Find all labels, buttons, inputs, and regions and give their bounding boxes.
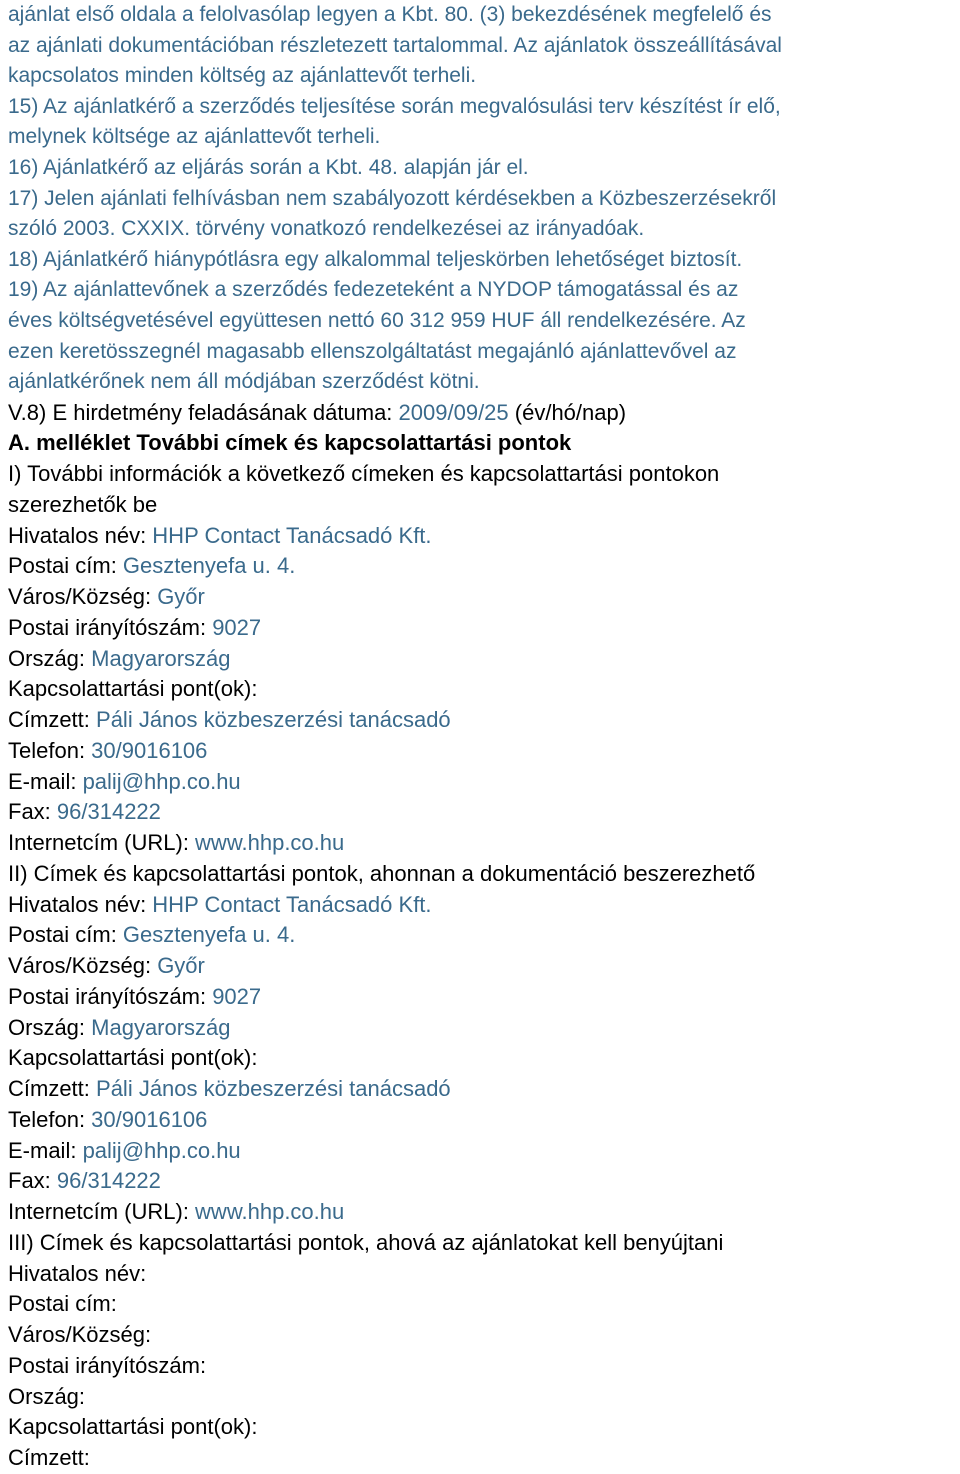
field-label: Kapcsolattartási pont(ok): [8, 676, 258, 702]
field-value: Győr [157, 953, 205, 979]
text-line: 19) Az ajánlattevőnek a szerződés fedezeteként a NYDOP támogatással és az [8, 278, 739, 302]
field-label: Címzett: [8, 707, 97, 733]
text-line: ajánlat első oldala a felolvasólap legyen a Kbt. 80. (3) bekezdésének megfelelő és [8, 3, 772, 26]
field-label: Ország: [8, 1014, 92, 1040]
field-label: Címzett: [8, 1076, 97, 1102]
intro-paragraphs [8, 0, 956, 398]
text-line: kapcsolatos minden költség az ajánlattevőt terheli. [8, 64, 477, 88]
field-label: Hivatalos név: [8, 1260, 147, 1286]
field-value: www.hhp.co.hu [195, 1199, 345, 1225]
publication-date-line [8, 398, 956, 429]
text-line: ajánlatkérőnek nem áll módjában szerződést kötni. [8, 370, 480, 394]
field-label: Internetcím (URL): [8, 830, 196, 856]
annex-prefix: A. [8, 430, 37, 456]
text-line: melynek költsége az ajánlattevőt terheli. [8, 125, 381, 149]
field-label: Város/Község: [8, 1322, 152, 1348]
field-postal-code [8, 1351, 956, 1382]
text-line: 16) Ajánlatkérő az eljárás során a Kbt. 48. alapján jár el. [8, 155, 529, 179]
field-postal-address [8, 551, 956, 582]
field-label: Kapcsolattartási pont(ok): [8, 1414, 258, 1440]
field-value: HHP Contact Tanácsadó Kft. [152, 522, 432, 548]
field-label: Internetcím (URL): [8, 1199, 196, 1225]
field-value: 96/314222 [56, 799, 161, 825]
field-postal-address [8, 1289, 956, 1320]
field-value: 9027 [212, 983, 262, 1009]
field-label: Postai irányítószám: [8, 614, 213, 640]
field-label: Postai cím: [8, 1291, 117, 1317]
field-value: Gesztenyefa u. 4. [122, 553, 296, 579]
field-country [8, 644, 956, 675]
field-value: Magyarország [91, 1014, 231, 1040]
publication-date-label: V.8) E hirdetmény feladásának dátuma: [8, 399, 399, 425]
field-value: Gesztenyefa u. 4. [122, 922, 296, 948]
field-city [8, 1320, 956, 1351]
field-value: Magyarország [91, 645, 231, 671]
text-line: az ajánlati dokumentációban részletezett tartalommal. Az ajánlatok összeállításával [8, 33, 782, 57]
field-contact-points [8, 1412, 956, 1443]
text-line: 15) Az ajánlatkérő a szerződés teljesítése során megvalósulási terv készítést ír elő, [8, 94, 781, 118]
document-page [8, 0, 956, 1474]
publication-date-value: 2009/09/25 [398, 399, 509, 425]
field-label: Telefon: [8, 1106, 92, 1132]
field-value: HHP Contact Tanácsadó Kft. [152, 891, 432, 917]
field-contact-points [8, 674, 956, 705]
field-postal-code [8, 613, 956, 644]
field-fax [8, 1166, 956, 1197]
field-phone [8, 736, 956, 767]
field-value: Győr [157, 584, 205, 610]
field-value: 9027 [212, 614, 262, 640]
field-postal-code [8, 982, 956, 1013]
text-line: szóló 2003. CXXIX. törvény vonatkozó rendelkezései az irányadóak. [8, 217, 645, 241]
field-label: Ország: [8, 1383, 86, 1409]
field-addressee [8, 1443, 956, 1474]
field-email [8, 1136, 956, 1167]
field-country [8, 1382, 956, 1413]
text-line: 18) Ajánlatkérő hiánypótlásra egy alkalommal teljeskörben lehetőséget biztosít. [8, 247, 743, 271]
field-contact-points [8, 1043, 956, 1074]
field-addressee [8, 1074, 956, 1105]
section-1-heading-cont: szerezhetők be [8, 491, 158, 517]
field-value: 30/9016106 [91, 1106, 208, 1132]
field-value: www.hhp.co.hu [195, 830, 345, 856]
section-1-heading: I) További információk a következő címeken és kapcsolattartási pontokon [8, 461, 720, 487]
field-label: Postai cím: [8, 922, 123, 948]
field-postal-address [8, 920, 956, 951]
field-value: 96/314222 [56, 1168, 161, 1194]
field-label: Hivatalos név: [8, 522, 153, 548]
text-line: ezen keretösszegnél magasabb ellenszolgáltatást megajánló ajánlattevővel az [8, 339, 737, 363]
field-label: E-mail: [8, 768, 83, 794]
text-line: 17) Jelen ajánlati felhívásban nem szabályozott kérdésekben a Közbeszerzésekről [8, 186, 777, 210]
field-label: Címzett: [8, 1445, 90, 1471]
field-value: palij@hhp.co.hu [82, 1137, 241, 1163]
field-official-name [8, 521, 956, 552]
field-official-name [8, 890, 956, 921]
field-email [8, 767, 956, 798]
field-url [8, 828, 956, 859]
field-label: Kapcsolattartási pont(ok): [8, 1045, 258, 1071]
field-city [8, 951, 956, 982]
field-label: Telefon: [8, 737, 92, 763]
section-3-heading: III) Címek és kapcsolattartási pontok, ahová az ajánlatokat kell benyújtani [8, 1229, 724, 1255]
field-label: Hivatalos név: [8, 891, 153, 917]
annex-title-text: melléklet További címek és kapcsolattartási pontok [36, 430, 572, 456]
field-phone [8, 1105, 956, 1136]
field-addressee [8, 705, 956, 736]
field-value: Páli János közbeszerzési tanácsadó [96, 707, 451, 733]
field-value: 30/9016106 [91, 737, 208, 763]
field-label: Postai irányítószám: [8, 1352, 207, 1378]
field-city [8, 582, 956, 613]
field-label: Város/Község: [8, 584, 158, 610]
publication-date-unit: (év/hó/nap) [508, 399, 627, 425]
field-label: Fax: [8, 799, 57, 825]
field-url [8, 1197, 956, 1228]
field-country [8, 1013, 956, 1044]
field-label: Postai irányítószám: [8, 983, 213, 1009]
field-value: palij@hhp.co.hu [82, 768, 241, 794]
field-label: Város/Község: [8, 953, 158, 979]
section-2-heading: II) Címek és kapcsolattartási pontok, ahonnan a dokumentáció beszerezhető [8, 860, 756, 886]
field-label: Postai cím: [8, 553, 123, 579]
annex-title [8, 428, 956, 459]
field-label: E-mail: [8, 1137, 83, 1163]
field-label: Fax: [8, 1168, 57, 1194]
field-official-name [8, 1259, 956, 1290]
field-fax [8, 797, 956, 828]
field-label: Ország: [8, 645, 92, 671]
field-value: Páli János közbeszerzési tanácsadó [96, 1076, 451, 1102]
body-content [8, 398, 956, 1474]
text-line: éves költségvetésével együttesen nettó 60 312 959 HUF áll rendelkezésére. Az [8, 308, 746, 332]
